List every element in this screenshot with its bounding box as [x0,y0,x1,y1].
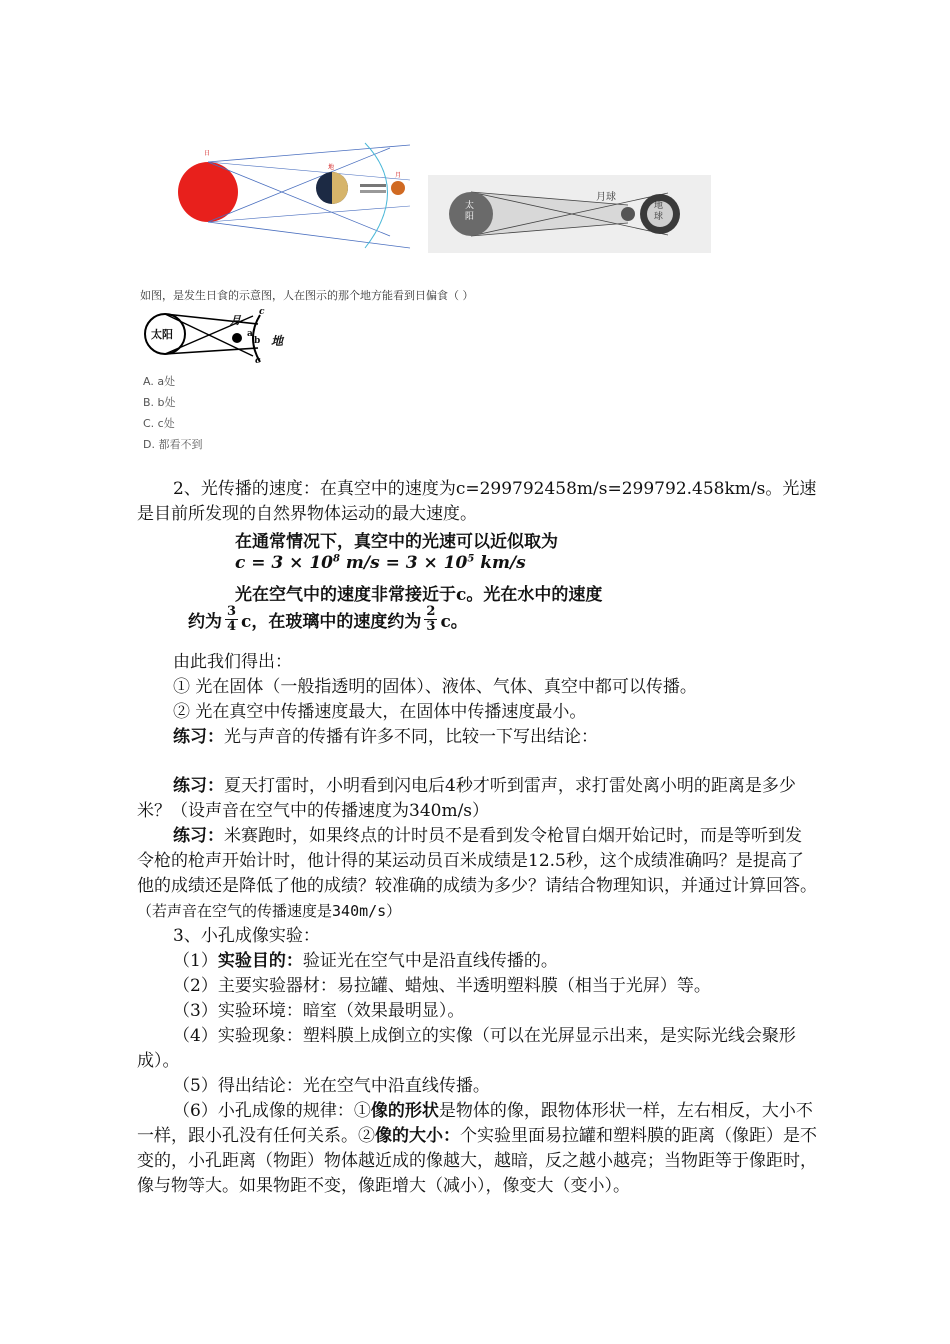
fig1-sun-label: 日 [204,150,211,157]
box-line-3: 光在空气中的速度非常接近于c。光在水中的速度 [235,585,603,605]
fig1-earth-label: 地 [328,164,335,171]
pinhole-item-1: （1）实验目的：验证光在空气中是沿直线传播的。 [173,951,558,971]
hand-drawn-eclipse-sketch [143,307,293,368]
option-b: B. b处 [143,396,176,409]
conclusion-intro: 由此我们得出： [173,652,292,672]
option-d: D. 都看不到 [143,438,203,451]
pinhole-item-1-label: 实验目的： [217,951,303,971]
exercise-3-text: 米赛跑时，如果终点的计时员不是看到发令枪冒白烟开始记时，而是等听到发令枪的枪声开始计时，他计得的某运动员百米成绩是12.5秒，这个成绩准确吗？是提高了他的成绩还是降低了他的成绩？较准确的成绩为多少？请结合物理知识，并通过计算回答。 [137,826,817,896]
question-text: 如图，是发生日食的示意图，人在图示的那个地方能看到日偏食（ ） [140,289,474,302]
pinhole-item-6: （6）小孔成像的规律：①像的形状是物体的像，跟物体形状一样，左右相反，大小不一样，跟小孔没有任何关系。②像的大小：个实验里面易拉罐和塑料膜的距离（像距）是不变的，小孔距离（物距）物体越近成的像越大，越暗，反之越小越亮；当物距等于像距时，像与物等大。如果物距不变，像距增大（减小），像变大（变小）。 [137,1101,817,1196]
pinhole-shape-label: 像的形状 [370,1101,439,1121]
fig2-earth-label: 地 球 [654,201,664,222]
fig2-sun-label: 太 阳 [465,201,475,222]
eclipse-diagram-color [170,140,420,258]
exercise-3 [137,824,817,924]
fig3-sun-label: 太阳 [151,328,173,341]
fig3-moon-label: 月 [230,314,241,327]
box-line-2: $c = 3 \times 10^8$ $m/s = 3 \times 10^5$ km/s [235,553,526,573]
fig3-point-c-bottom: c [255,356,261,366]
conclusion-point-2: ② 光在真空中传播速度最大，在固体中传播速度最小。 [173,702,587,722]
pinhole-item-2: （2）主要实验器材：易拉罐、蜡烛、半透明塑料膜（相当于光屏）等。 [173,976,711,996]
eclipse-diagram-gray [428,175,711,253]
pinhole-size-label: 像的大小： [375,1126,460,1146]
exercise-3-note: （若声音在空气的传播速度是340m/s） [137,902,402,920]
option-c: C. c处 [143,417,175,430]
exercise-1 [173,725,853,750]
fig2-moon-label: 月球 [596,192,616,203]
exercise-2 [137,774,817,824]
fraction-two-thirds: 2 3 [426,604,436,634]
speed-of-light-paragraph: 2、光传播的速度：在真空中的速度为c=299792458m/s=299792.458km/s。光速是目前所发现的自然界物体运动的最大速度。 [137,479,817,524]
conclusion-point-1: ① 光在固体（一般指透明的固体）、液体、气体、真空中都可以传播。 [173,677,697,697]
fig3-point-c-top: c [259,307,265,317]
exercise-1-text: 光与声音的传播有许多不同，比较一下写出结论： [224,727,598,747]
pinhole-item-5: （5）得出结论：光在空气中沿直线传播。 [173,1076,490,1096]
box-line-1: 在通常情况下，真空中的光速可以近似取为 [235,532,558,552]
fraction-three-quarters: 3 4 [227,604,237,634]
fig3-earth-label: 地 [271,334,284,348]
exercise-2-text: 夏天打雷时，小明看到闪电后4秒才听到雷声，求打雷处离小明的距离是多少米？（设声音在空气中的传播速度为340m/s） [137,776,796,821]
fig1-moon-label: 月 [395,172,402,179]
fig3-point-a: a [247,329,253,339]
pinhole-item-4: （4）实验现象：塑料膜上成倒立的实像（可以在光屏显示出来，是实际光线会聚形成）。 [137,1026,796,1071]
exercise-2-label: 练习： [173,776,224,796]
box-line-4: 约为 3 4 c，在玻璃中的速度约为 2 3 c。 [188,604,468,634]
fig3-point-b: b [254,336,261,346]
pinhole-title: 3、小孔成像实验： [173,926,320,946]
light-speed-textbook-box [188,527,748,639]
option-a: A. a处 [143,375,176,388]
exercise-3-label: 练习： [173,826,224,846]
exercise-1-label: 练习： [173,727,224,747]
pinhole-item-3: （3）实验环境：暗室（效果最明显）。 [173,1001,465,1021]
